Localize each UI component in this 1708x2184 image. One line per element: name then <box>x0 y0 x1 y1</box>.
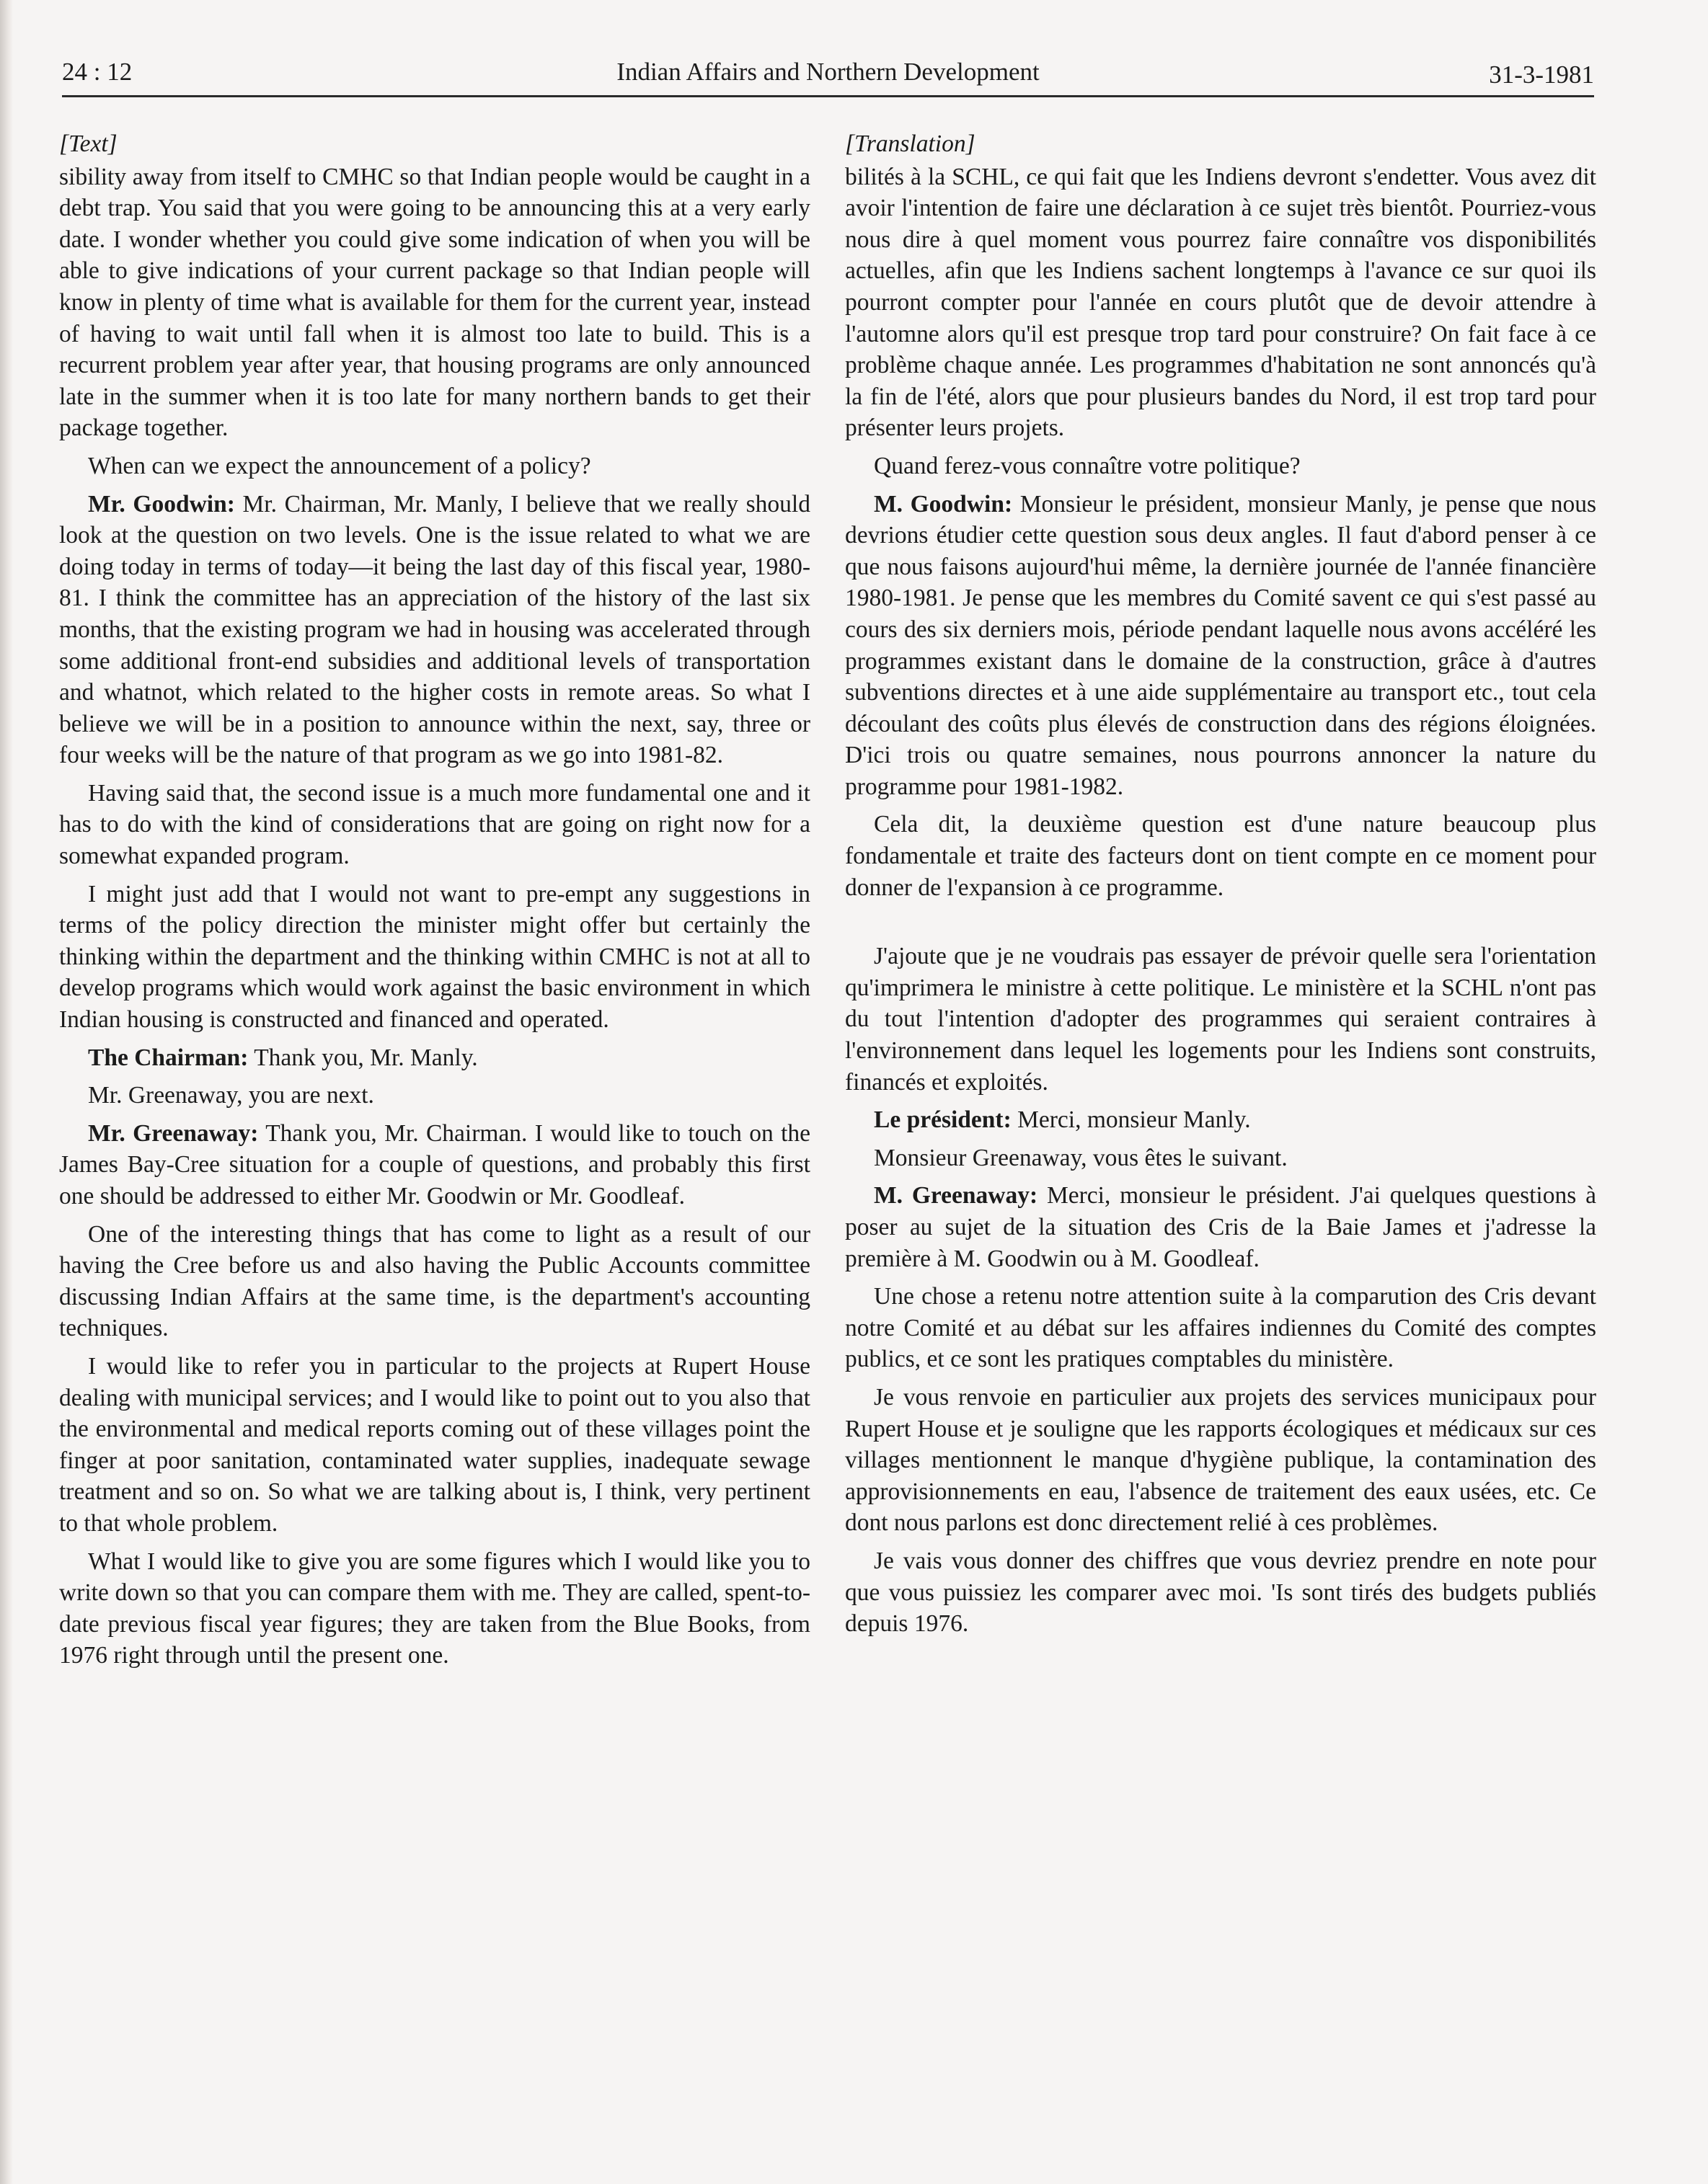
paragraph-text: Une chose a retenu notre attention suite à la comparution des Cris devant notre Comité et au débat sur les affaires indiennes du Comité des comptes publics, et ce sont les pratiques comptables du ministère. <box>845 1283 1596 1373</box>
paragraph-text: Quand ferez-vous connaître votre politique? <box>874 452 1301 479</box>
speaker-name: Mr. Greenaway: <box>88 1119 259 1147</box>
paragraph <box>845 941 1596 1098</box>
paragraph-text: Je vais vous donner des chiffres que vous devriez prendre en note pour que vous puissiez les comparer avec moi. 'Is sont tirés des budgets publiés depuis 1976. <box>845 1547 1596 1638</box>
paragraph-text: sibility away from itself to CMHC so that Indian people would be caught in a debt trap. You said that you were going to be announcing this at a very early date. I wonder whether you could give some indication of when you will be able to give indications of your current package so that Indian people will know in plenty of time what is available for them for the current year, instead of having to wait until fall when it is almost too late to build. This is a recurrent problem year after year, that housing programs are only announced late in the summer when it is too late for many northern bands to get their package together. <box>59 163 810 442</box>
paragraph <box>59 879 810 1036</box>
column-label: [Text] <box>59 130 118 157</box>
paragraph-text: Monsieur le président, monsieur Manly, je pense que nous devrions étudier cette question sous deux angles. Il faut d'abord penser à ce que nous faisons aujourd'hui même, la dernière journée de l'année financière 1980-1981. Je pense que les membres du Comité savent ce qui s'est passé au cours des six derniers mois, période pendant laquelle nous avons accéléré les programmes existant dans le domaine de la construction, grâce à d'autres subventions directes et à une aide supplémentaire au transport etc., tout cela découlant des coûts plus élevés de construction dans des régions éloignées. D'ici trois ou quatre semaines, nous pourrons annoncer la nature du programme pour 1981-1982. <box>845 490 1596 800</box>
paragraph <box>59 1219 810 1344</box>
english-column <box>59 128 810 1678</box>
paragraph <box>59 161 810 444</box>
paragraph <box>845 1545 1596 1640</box>
publication-title: Indian Affairs and Northern Development <box>616 58 1040 86</box>
paragraph <box>845 161 1596 444</box>
paragraph <box>845 450 1596 482</box>
paragraph-text: Mr. Greenaway, you are next. <box>88 1082 374 1109</box>
speaker-name: The Chairman: <box>88 1044 249 1071</box>
paragraph <box>845 489 1596 803</box>
paragraph <box>59 1042 810 1074</box>
column-label: [Translation] <box>845 130 975 157</box>
page-header <box>62 52 1594 97</box>
page-date: 31-3-1981 <box>1489 61 1594 89</box>
paragraph-text: Merci, monsieur le président. J'ai quelques questions à poser au sujet de la situation des Cris de la Baie James et j'adresse la première à M. Goodwin ou à M. Goodleaf. <box>845 1182 1596 1272</box>
page-number: 24 : 12 <box>62 58 133 86</box>
paragraph-text: Mr. Chairman, Mr. Manly, I believe that we really should look at the question on two levels. One is the issue related to what we are doing today in terms of today—it being the last day of this fiscal year, 1980-81. I think the committee has an appreciation of the history of the last six months, that the existing program we had in housing was accelerated through some additional front-end subsidies and additional levels of transportation and whatnot, which related to the higher costs in remote areas. So what I believe we will be in a position to announce within the next, say, three or four weeks will be the nature of that program as we go into 1981-82. <box>59 490 810 769</box>
paragraph <box>845 1180 1596 1274</box>
speaker-name: M. Greenaway: <box>874 1182 1038 1209</box>
paragraph <box>845 1104 1596 1136</box>
paragraph <box>845 1281 1596 1375</box>
paragraph <box>59 778 810 872</box>
speaker-name: M. Goodwin: <box>874 490 1013 518</box>
paragraph-text: Je vous renvoie en particulier aux projets des services municipaux pour Rupert House et je souligne que les rapports écologiques et médicaux sur ces villages mentionnent le manque d'hygiène publique, la contamination des approvisionnements en eau, l'absence de traitement des eaux usées, etc. Ce dont nous parlons est donc directement relié à ces problèmes. <box>845 1383 1596 1537</box>
paragraph-text: Having said that, the second issue is a much more fundamental one and it has to do with the kind of considerations that are going on right now for a somewhat expanded program. <box>59 779 810 870</box>
paragraph-text: I would like to refer you in particular to the projects at Rupert House dealing with municipal services; and I would like to point out to you also that the environmental and medical reports coming out of these villages point the finger at poor sanitation, contaminated water supplies, inadequate sewage treatment and so on. So what we are talking about is, I think, very pertinent to that whole problem. <box>59 1352 810 1537</box>
paragraph <box>845 1142 1596 1174</box>
paragraph <box>59 450 810 482</box>
french-column <box>845 128 1596 1646</box>
paragraph <box>59 1118 810 1212</box>
page-binding-edge <box>0 0 13 2184</box>
paragraph <box>845 1382 1596 1539</box>
paragraph-text: Monsieur Greenaway, vous êtes le suivant. <box>874 1144 1288 1171</box>
paragraph <box>59 1351 810 1540</box>
speaker-name: Le président: <box>874 1106 1012 1134</box>
paragraph-text: I might just add that I would not want to pre-empt any suggestions in terms of the policy direction the minister might offer but certainly the thinking within the department and the thinking within CMHC is not at all to develop programs which would work against the basic environment in which Indian housing is constructed and financed and operated. <box>59 880 810 1034</box>
paragraph-text: Thank you, Mr. Manly. <box>254 1044 478 1071</box>
paragraph-text: One of the interesting things that has come to light as a result of our having the Cree before us and also having the Public Accounts committee discussing Indian Affairs at the same time, is the department's accounting techniques. <box>59 1220 810 1342</box>
paragraph-text: bilités à la SCHL, ce qui fait que les Indiens devront s'endetter. Vous avez dit avoir l'intention de faire une déclaration à ce sujet très bientôt. Pourriez-vous nous dire à quel moment vous pourrez faire connaître vos disponibilités actuelles, afin que les Indiens sachent longtemps à l'avance ce sur quoi ils pourront compter pour l'année en cours plutôt que de devoir attendre à l'automne alors qu'il est presque trop tard pour construire? On fait face à ce problème chaque année. Les programmes d'habitation ne sont annoncés qu'à la fin de l'été, alors que pour plusieurs bandes du Nord, il est trop tard pour présenter leurs projets. <box>845 163 1596 442</box>
paragraph <box>59 1546 810 1672</box>
paragraph-text: Merci, monsieur Manly. <box>1017 1106 1251 1134</box>
paragraph <box>845 809 1596 903</box>
paragraph-text: What I would like to give you are some figures which I would like you to write down so that you can compare them with me. They are called, spent-to-date previous fiscal year figures; they are taken from the Blue Books, from 1976 right through until the present one. <box>59 1548 810 1669</box>
paragraph-text: Cela dit, la deuxième question est d'une nature beaucoup plus fondamentale et traite des facteurs dont on tient compte en ce moment pour donner de l'expansion à ce programme. <box>845 811 1596 901</box>
paragraph <box>59 489 810 771</box>
paragraph-text: Thank you, Mr. Chairman. I would like to touch on the James Bay-Cree situation for a couple of questions, and probably this first one should be addressed to either Mr. Goodwin or Mr. Goodleaf. <box>59 1119 810 1209</box>
paragraph-text: J'ajoute que je ne voudrais pas essayer de prévoir quelle sera l'orientation qu'imprimera le ministre à cette politique. Le ministère et la SCHL n'ont pas du tout l'intention d'adopter des programmes qui seraient contraires à l'environnement dans lequel les logements pour les Indiens sont construits, financés et exploités. <box>845 943 1596 1096</box>
paragraph <box>59 1080 810 1111</box>
speaker-name: Mr. Goodwin: <box>88 490 235 518</box>
paragraph-text: When can we expect the announcement of a policy? <box>88 452 591 479</box>
